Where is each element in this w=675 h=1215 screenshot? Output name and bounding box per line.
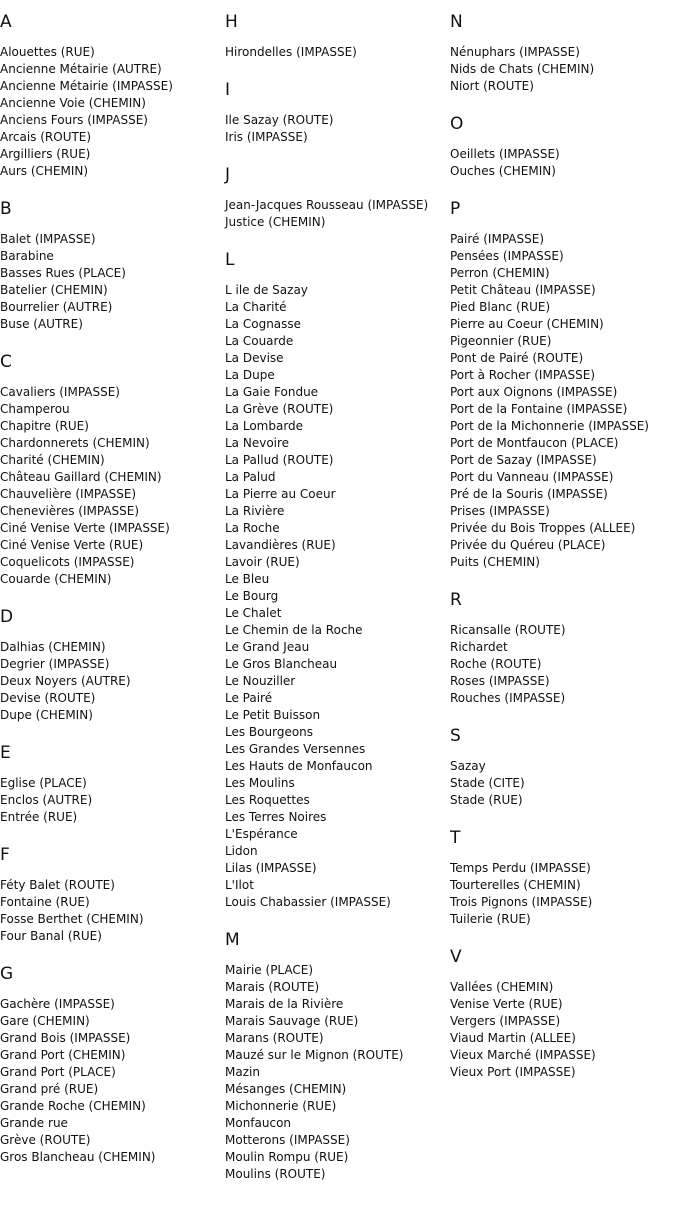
letter-section xyxy=(225,930,450,1183)
street-name: Stade (CITE) xyxy=(450,776,525,790)
street-name: Alouettes (RUE) xyxy=(0,45,95,59)
street-list xyxy=(0,231,225,333)
street-name: Barabine xyxy=(0,249,54,263)
street-name: Cavaliers (IMPASSE) xyxy=(0,385,120,399)
street-name: La Grève (ROUTE) xyxy=(225,402,334,416)
street-name: Devise (ROUTE) xyxy=(0,691,96,705)
letter-section xyxy=(225,165,450,231)
street-name: Les Roquettes xyxy=(225,793,310,807)
street-name: Mairie (PLACE) xyxy=(225,963,314,977)
letter-section xyxy=(0,845,225,945)
street-name: Le Gros Blancheau xyxy=(225,657,338,671)
street-list xyxy=(450,231,675,571)
street-name: Gros Blancheau (CHEMIN) xyxy=(0,1150,156,1164)
street-name: Grand Port (CHEMIN) xyxy=(0,1048,126,1062)
street-name: Justice (CHEMIN) xyxy=(225,215,326,229)
street-name: Coquelicots (IMPASSE) xyxy=(0,555,135,569)
street-name: Deux Noyers (AUTRE) xyxy=(0,674,131,688)
section-letter-heading: A xyxy=(0,12,12,32)
street-name: La Devise xyxy=(225,351,284,365)
section-letter-heading: O xyxy=(450,114,464,134)
letter-section xyxy=(0,743,225,826)
street-name: Chapitre (RUE) xyxy=(0,419,89,433)
letter-section xyxy=(225,12,450,61)
section-letter-heading: I xyxy=(225,80,231,100)
street-name: Port de la Fontaine (IMPASSE) xyxy=(450,402,628,416)
street-list xyxy=(225,962,450,1183)
street-name: Pré de la Souris (IMPASSE) xyxy=(450,487,608,501)
letter-section xyxy=(225,80,450,146)
letter-section xyxy=(450,947,675,1081)
section-letter-heading: F xyxy=(0,845,10,865)
street-list xyxy=(450,758,675,809)
street-name: Chardonnerets (CHEMIN) xyxy=(0,436,150,450)
street-name: Privée du Quéreu (PLACE) xyxy=(450,538,606,552)
street-name: Les Moulins xyxy=(225,776,295,790)
street-name: La Palud xyxy=(225,470,276,484)
street-name: Le Grand Jeau xyxy=(225,640,310,654)
street-name: Tuilerie (RUE) xyxy=(450,912,531,926)
letter-section xyxy=(225,250,450,911)
letter-section xyxy=(450,590,675,707)
street-name: Degrier (IMPASSE) xyxy=(0,657,110,671)
street-name: Temps Perdu (IMPASSE) xyxy=(450,861,591,875)
street-name: Lavandières (RUE) xyxy=(225,538,336,552)
street-name: La Charité xyxy=(225,300,287,314)
street-name: Buse (AUTRE) xyxy=(0,317,83,331)
street-name: Puits (CHEMIN) xyxy=(450,555,540,569)
street-name: Pensées (IMPASSE) xyxy=(450,249,564,263)
street-name: Prises (IMPASSE) xyxy=(450,504,550,518)
section-letter-heading: V xyxy=(450,947,462,967)
street-name: Marais Sauvage (RUE) xyxy=(225,1014,359,1028)
street-name: Le Bourg xyxy=(225,589,279,603)
street-name: Port de Montfaucon (PLACE) xyxy=(450,436,619,450)
street-name: Pied Blanc (RUE) xyxy=(450,300,551,314)
street-list xyxy=(0,775,225,826)
street-name: Richardet xyxy=(450,640,508,654)
section-letter-heading: N xyxy=(450,12,463,32)
street-name: Marais de la Rivière xyxy=(225,997,344,1011)
street-name: Pairé (IMPASSE) xyxy=(450,232,545,246)
section-letter-heading: R xyxy=(450,590,462,610)
street-name: Four Banal (RUE) xyxy=(0,929,102,943)
street-name: Gachère (IMPASSE) xyxy=(0,997,115,1011)
section-letter-heading: G xyxy=(0,964,14,984)
street-list xyxy=(450,860,675,928)
street-name: La Pallud (ROUTE) xyxy=(225,453,334,467)
street-name: Port du Vanneau (IMPASSE) xyxy=(450,470,614,484)
street-list xyxy=(225,112,450,146)
section-letter-heading: L xyxy=(225,250,235,270)
street-name: Le Nouziller xyxy=(225,674,296,688)
street-name: Grand pré (RUE) xyxy=(0,1082,99,1096)
street-list xyxy=(450,44,675,95)
street-name: La Nevoire xyxy=(225,436,290,450)
street-name: Pont de Pairé (ROUTE) xyxy=(450,351,584,365)
street-name: Le Chemin de la Roche xyxy=(225,623,363,637)
section-letter-heading: S xyxy=(450,726,461,746)
section-letter-heading: C xyxy=(0,352,12,372)
street-list xyxy=(0,639,225,724)
street-name: Lilas (IMPASSE) xyxy=(225,861,317,875)
letter-section xyxy=(450,199,675,571)
street-name: Ouches (CHEMIN) xyxy=(450,164,556,178)
street-name: Roses (IMPASSE) xyxy=(450,674,550,688)
letter-section xyxy=(0,352,225,588)
street-name: Arcais (ROUTE) xyxy=(0,130,92,144)
letter-section xyxy=(450,114,675,180)
street-name: Argilliers (RUE) xyxy=(0,147,91,161)
section-letter-heading: H xyxy=(225,12,238,32)
street-name: Champerou xyxy=(0,402,70,416)
street-name: Ricansalle (ROUTE) xyxy=(450,623,566,637)
street-name: Les Hauts de Monfaucon xyxy=(225,759,373,773)
street-name: Privée du Bois Troppes (ALLEE) xyxy=(450,521,636,535)
street-list xyxy=(225,197,450,231)
street-name: Rouches (IMPASSE) xyxy=(450,691,566,705)
street-name: Grande rue xyxy=(0,1116,68,1130)
street-name: Chenevières (IMPASSE) xyxy=(0,504,140,518)
street-name: Monfaucon xyxy=(225,1116,292,1130)
street-name: Niort (ROUTE) xyxy=(450,79,534,93)
street-name: Louis Chabassier (IMPASSE) xyxy=(225,895,391,909)
street-name: La Lombarde xyxy=(225,419,304,433)
section-letter-heading: J xyxy=(225,165,231,185)
street-name: La Dupe xyxy=(225,368,275,382)
street-name: Venise Verte (RUE) xyxy=(450,997,563,1011)
street-name: Michonnerie (RUE) xyxy=(225,1099,337,1113)
street-name: Tourterelles (CHEMIN) xyxy=(450,878,581,892)
street-name: Port de Sazay (IMPASSE) xyxy=(450,453,597,467)
street-name: Mazin xyxy=(225,1065,260,1079)
street-name: Grève (ROUTE) xyxy=(0,1133,91,1147)
street-list xyxy=(450,622,675,707)
index-column xyxy=(225,12,450,1202)
street-name: L ile de Sazay xyxy=(225,283,308,297)
street-name: Le Bleu xyxy=(225,572,270,586)
street-name: Ancienne Métairie (IMPASSE) xyxy=(0,79,173,93)
street-name: Port à Rocher (IMPASSE) xyxy=(450,368,595,382)
street-name: Les Bourgeons xyxy=(225,725,314,739)
street-name: Grand Bois (IMPASSE) xyxy=(0,1031,131,1045)
street-name: Pigeonnier (RUE) xyxy=(450,334,552,348)
letter-section xyxy=(450,726,675,809)
street-name: Vieux Marché (IMPASSE) xyxy=(450,1048,596,1062)
street-name: Ancienne Métairie (AUTRE) xyxy=(0,62,162,76)
street-name: Vergers (IMPASSE) xyxy=(450,1014,561,1028)
street-name: Bourrelier (AUTRE) xyxy=(0,300,113,314)
street-name: La Cognasse xyxy=(225,317,302,331)
street-name: Le Pairé xyxy=(225,691,273,705)
street-name: Viaud Martin (ALLEE) xyxy=(450,1031,576,1045)
street-name: Ancienne Voie (CHEMIN) xyxy=(0,96,146,110)
street-name: Le Petit Buisson xyxy=(225,708,321,722)
section-letter-heading: M xyxy=(225,930,240,950)
street-list xyxy=(0,384,225,588)
street-name: La Roche xyxy=(225,521,280,535)
street-name: Fosse Berthet (CHEMIN) xyxy=(0,912,144,926)
street-name: Lavoir (RUE) xyxy=(225,555,300,569)
street-list xyxy=(225,282,450,911)
street-name: Marans (ROUTE) xyxy=(225,1031,324,1045)
street-list xyxy=(0,996,225,1166)
street-name: Dalhias (CHEMIN) xyxy=(0,640,106,654)
street-name: Stade (RUE) xyxy=(450,793,523,807)
street-name: Motterons (IMPASSE) xyxy=(225,1133,350,1147)
street-name: Anciens Fours (IMPASSE) xyxy=(0,113,148,127)
street-name: Roche (ROUTE) xyxy=(450,657,542,671)
street-name: La Rivière xyxy=(225,504,285,518)
letter-section xyxy=(450,12,675,95)
letter-section xyxy=(0,607,225,724)
street-name: Lidon xyxy=(225,844,258,858)
street-name: Grande Roche (CHEMIN) xyxy=(0,1099,146,1113)
index-column xyxy=(0,12,225,1185)
street-name: Petit Château (IMPASSE) xyxy=(450,283,596,297)
street-name: Aurs (CHEMIN) xyxy=(0,164,89,178)
street-name: Sazay xyxy=(450,759,486,773)
letter-section xyxy=(0,199,225,333)
street-name: Balet (IMPASSE) xyxy=(0,232,96,246)
street-name: Iris (IMPASSE) xyxy=(225,130,308,144)
section-letter-heading: D xyxy=(0,607,14,627)
street-name: Couarde (CHEMIN) xyxy=(0,572,112,586)
street-list xyxy=(450,979,675,1081)
section-letter-heading: B xyxy=(0,199,12,219)
street-name: Entrée (RUE) xyxy=(0,810,78,824)
street-name: Jean-Jacques Rousseau (IMPASSE) xyxy=(225,198,429,212)
letter-section xyxy=(0,12,225,180)
street-name: Ciné Venise Verte (RUE) xyxy=(0,538,144,552)
street-name: Féty Balet (ROUTE) xyxy=(0,878,115,892)
letter-section xyxy=(0,964,225,1166)
street-name: Le Chalet xyxy=(225,606,282,620)
street-name: Charité (CHEMIN) xyxy=(0,453,105,467)
street-name: Port aux Oignons (IMPASSE) xyxy=(450,385,618,399)
street-name: Les Grandes Versennes xyxy=(225,742,366,756)
street-name: Trois Pignons (IMPASSE) xyxy=(450,895,593,909)
street-name: Les Terres Noires xyxy=(225,810,327,824)
street-list xyxy=(450,146,675,180)
street-name: Mauzé sur le Mignon (ROUTE) xyxy=(225,1048,404,1062)
street-name: Eglise (PLACE) xyxy=(0,776,87,790)
street-name: La Pierre au Coeur xyxy=(225,487,336,501)
street-name: Chauvelière (IMPASSE) xyxy=(0,487,137,501)
street-name: Oeillets (IMPASSE) xyxy=(450,147,560,161)
street-name: Nids de Chats (CHEMIN) xyxy=(450,62,595,76)
street-name: Enclos (AUTRE) xyxy=(0,793,93,807)
street-name: Perron (CHEMIN) xyxy=(450,266,550,280)
street-name: Moulin Rompu (RUE) xyxy=(225,1150,349,1164)
street-name: La Gaie Fondue xyxy=(225,385,319,399)
street-name: Fontaine (RUE) xyxy=(0,895,90,909)
street-name: Marais (ROUTE) xyxy=(225,980,320,994)
street-name: Ile Sazay (ROUTE) xyxy=(225,113,334,127)
street-name: Hirondelles (IMPASSE) xyxy=(225,45,357,59)
street-name: Gare (CHEMIN) xyxy=(0,1014,90,1028)
street-name: Mésanges (CHEMIN) xyxy=(225,1082,347,1096)
section-letter-heading: E xyxy=(0,743,11,763)
street-name: Dupe (CHEMIN) xyxy=(0,708,93,722)
street-name: Grand Port (PLACE) xyxy=(0,1065,116,1079)
street-name: Vallées (CHEMIN) xyxy=(450,980,554,994)
letter-section xyxy=(450,828,675,928)
street-list xyxy=(225,44,450,61)
street-name: Vieux Port (IMPASSE) xyxy=(450,1065,576,1079)
street-name: Basses Rues (PLACE) xyxy=(0,266,126,280)
street-name: Nénuphars (IMPASSE) xyxy=(450,45,580,59)
street-name: Batelier (CHEMIN) xyxy=(0,283,108,297)
street-name: La Couarde xyxy=(225,334,294,348)
street-list xyxy=(0,877,225,945)
index-column xyxy=(450,12,675,1100)
street-name: Pierre au Coeur (CHEMIN) xyxy=(450,317,604,331)
street-name: Château Gaillard (CHEMIN) xyxy=(0,470,162,484)
street-list xyxy=(0,44,225,180)
section-letter-heading: T xyxy=(450,828,461,848)
street-name: Ciné Venise Verte (IMPASSE) xyxy=(0,521,170,535)
street-name: Moulins (ROUTE) xyxy=(225,1167,326,1181)
street-name: L'Ilot xyxy=(225,878,254,892)
street-name: Port de la Michonnerie (IMPASSE) xyxy=(450,419,649,433)
street-name: L'Espérance xyxy=(225,827,298,841)
section-letter-heading: P xyxy=(450,199,461,219)
